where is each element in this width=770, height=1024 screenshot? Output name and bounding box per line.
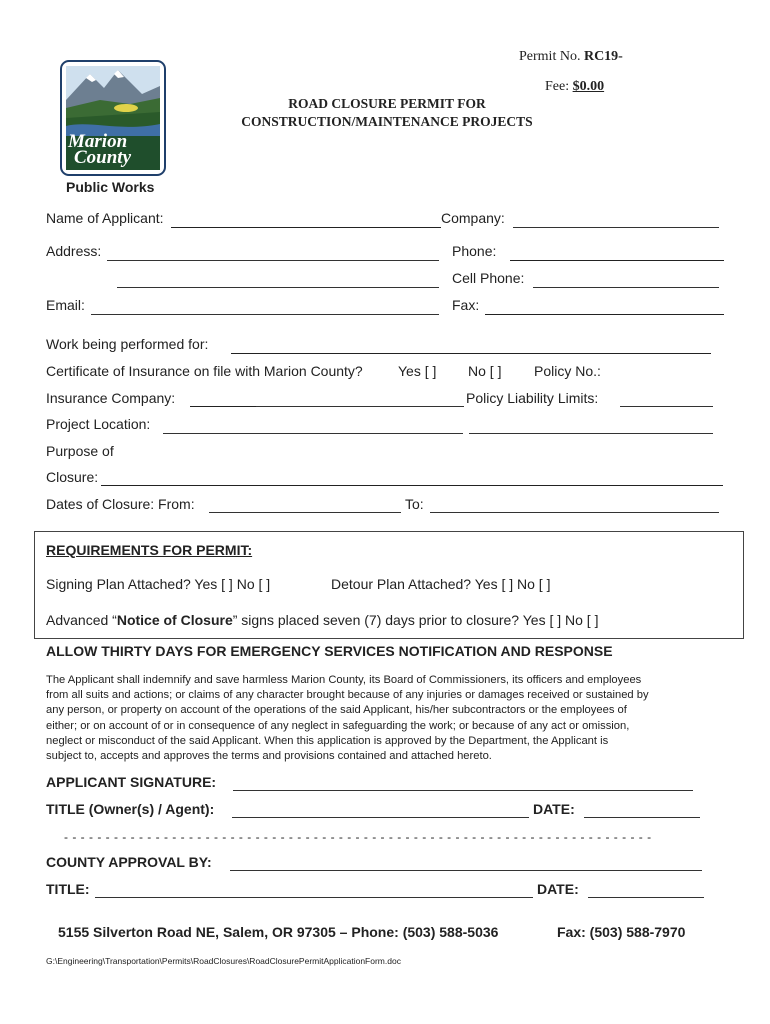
form-title-line2: CONSTRUCTION/MAINTENANCE PROJECTS [241, 114, 533, 129]
marion-county-logo [60, 60, 166, 176]
footer-fax: Fax: (503) 588-7970 [557, 924, 686, 940]
permit-number [519, 49, 623, 65]
notice-of-closure-text: Notice of Closure [116, 612, 233, 628]
policy-limits-label: Policy Liability Limits: [466, 390, 599, 406]
notice-signs-question[interactable] [46, 612, 598, 628]
date2-label: DATE: [537, 881, 579, 897]
public-works-label: Public Works [66, 179, 155, 195]
dates-from-label: Dates of Closure: From: [46, 496, 195, 512]
applicant-signature-field[interactable] [233, 790, 693, 791]
notice-signs-suffix: ” signs placed seven (7) days prior to closure? Yes [ ] No [ ] [232, 612, 599, 628]
insurance-company-field-a[interactable] [190, 406, 256, 407]
separator-dashes: - - - - - - - - - - - - - - - - - - - - - - - - - - - - - - - - - - - - - - - - - - - - - - - - - - - - - - - - - - - - - - - - - - - - - - - [64, 830, 652, 844]
company-field[interactable] [513, 227, 719, 228]
permit-label: Permit No. [519, 49, 581, 64]
work-for-field[interactable] [231, 353, 711, 354]
title-owner-agent-field[interactable] [232, 817, 529, 818]
cell-phone-label: Cell Phone: [452, 270, 525, 286]
county-approval-label: COUNTY APPROVAL BY: [46, 854, 212, 870]
policy-limits-field[interactable] [620, 406, 713, 407]
work-for-label: Work being performed for: [46, 336, 209, 352]
closure-label: Closure: [46, 469, 99, 485]
email-label: Email: [46, 297, 85, 313]
indemnity-line: either; or on account of or in consequence of any neglect in safeguarding the work; or because of any act or omission, [46, 719, 630, 732]
closure-purpose-field[interactable] [101, 485, 723, 486]
purpose-label: Purpose of [46, 443, 114, 459]
address-label: Address: [46, 243, 102, 259]
indemnity-line: neglect or misconduct of the said Applicant. When this application is approved by the Department, the Applicant is [46, 734, 609, 747]
dates-from-field[interactable] [209, 512, 401, 513]
policy-no-label: Policy No.: [534, 363, 601, 379]
fax-label: Fax: [452, 297, 480, 313]
project-location-field-1[interactable] [163, 433, 463, 434]
dates-to-label: To: [405, 496, 424, 512]
file-path: G:\Engineering\Transportation\Permits\RoadClosures\RoadClosurePermitApplicationForm.doc [46, 956, 401, 966]
signing-plan-question[interactable]: Signing Plan Attached? Yes [ ] No [ ] [46, 576, 271, 592]
county-approval-field[interactable] [230, 870, 702, 871]
indemnity-line: any person, or property on account of the operations of the said Applicant, his/her subcontractors or the employees of [46, 704, 627, 717]
indemnity-line: The Applicant shall indemnify and save harmless Marion County, its Board of Commissioners, its officers and employees [46, 674, 642, 686]
title-label: TITLE: [46, 881, 90, 897]
insurance-company-field-b[interactable] [256, 406, 464, 407]
permit-number-value: RC19- [583, 49, 623, 64]
applicant-name-field[interactable] [171, 227, 441, 228]
logo-text-marion: Marion [68, 131, 128, 152]
project-location-label: Project Location: [46, 416, 151, 432]
requirements-heading: REQUIREMENTS FOR PERMIT: [46, 542, 253, 558]
logo-text-county: County [74, 147, 132, 168]
insurance-cert-no[interactable]: No [ ] [468, 363, 502, 379]
indemnity-line: subject to, accepts and approves the terms and provisions contained and attached hereto. [46, 750, 492, 763]
fee [545, 79, 604, 95]
detour-plan-question[interactable]: Detour Plan Attached? Yes [ ] No [ ] [331, 576, 551, 592]
fee-value: $0.00 [572, 79, 605, 94]
dates-to-field[interactable] [430, 512, 719, 513]
phone-label: Phone: [452, 243, 497, 259]
insurance-cert-label: Certificate of Insurance on file with Marion County? [46, 363, 363, 379]
emergency-notice: ALLOW THIRTY DAYS FOR EMERGENCY SERVICES NOTIFICATION AND RESPONSE [46, 643, 613, 659]
title-field[interactable] [95, 897, 533, 898]
address-field-1[interactable] [107, 260, 439, 261]
fax-field[interactable] [485, 314, 724, 315]
indemnity-paragraph [46, 673, 736, 764]
insurance-company-label: Insurance Company: [46, 390, 176, 406]
applicant-name-label: Name of Applicant: [46, 210, 164, 226]
form-title-line1: ROAD CLOSURE PERMIT FOR [288, 96, 486, 111]
date2-field[interactable] [588, 897, 704, 898]
address-field-2[interactable] [117, 287, 439, 288]
project-location-field-2[interactable] [469, 433, 713, 434]
fee-label: Fee: [545, 79, 570, 94]
cell-phone-field[interactable] [533, 287, 719, 288]
title-owner-agent-label: TITLE (Owner(s) / Agent): [46, 801, 215, 817]
applicant-signature-label: APPLICANT SIGNATURE: [46, 774, 217, 790]
phone-field[interactable] [510, 260, 724, 261]
insurance-cert-yes[interactable]: Yes [ ] [398, 363, 437, 379]
date-field[interactable] [584, 817, 700, 818]
footer-address: 5155 Silverton Road NE, Salem, OR 97305 – Phone: (503) 588-5036 [58, 924, 499, 940]
email-field[interactable] [91, 314, 439, 315]
notice-signs-prefix: Advanced “ [46, 612, 117, 628]
date-label: DATE: [533, 801, 575, 817]
company-label: Company: [441, 210, 505, 226]
indemnity-line: from all suits and actions; or claims of any character brought because of any injuries or damages received or sustained by [46, 689, 649, 702]
